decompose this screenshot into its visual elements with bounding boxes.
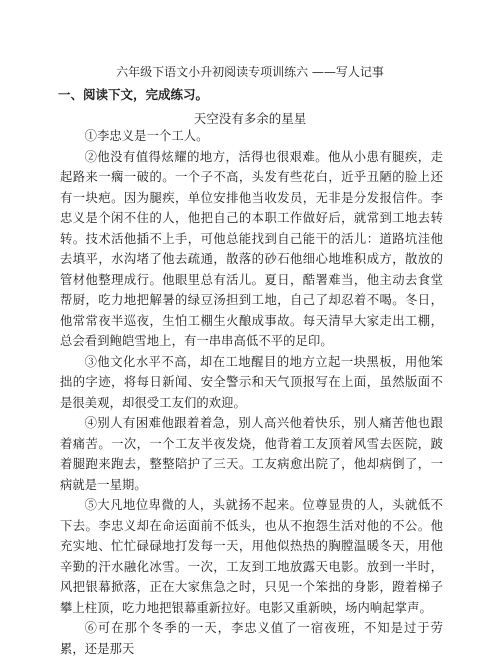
paragraph-4: ④别人有困难他跟着着急，别人高兴他着快乐，别人痛苦他也跟着痛苦。一次，一个工友半夜发烧，他背着工友顶着风雪去医院，跛着腿跑来跑去，整整陪护了三天。工友病愈出院了，他却病倒了，一病就是一星期。 <box>60 416 443 492</box>
paragraph-3: ③他文化水平不高，却在工地醒目的地方立起一块黑板，用他笨拙的字迹，将每日新闻、安全警示和天气顶报写在上面，虽然版面不是很美观，却很受工友们的欢迎。 <box>60 354 443 410</box>
passage-title: 天空没有多余的星星 <box>193 111 307 126</box>
paragraph-1: ①李忠义是一个工人。 <box>84 129 209 143</box>
passage-body <box>60 126 443 659</box>
paragraph-2: ②他没有值得炫耀的地方，活得也很艰难。他从小患有腿疾，走起路来一瘸一破的。一个子不高，头发有些花白，近乎丑陋的脸上还有一块疤。因为腿疾，单位安排他当收发员，无非是分发报信件。李忠义是个闲不住的人，他把自己的本职工作做好后，就常到工地去转转。技术活他插不上手，可他总能找到自己能干的活儿：道路坑洼他去填平，水沟堵了他去疏通，散落的砂石他细心地堆积成方，散放的管材他整理成行。他眼里总有活儿。夏日，酷署难当，他主动去食堂帮厨，吃力地把解暑的绿豆汤担到工地，自己了却忍着不喝。冬日，他常常夜半巡夜，生怕工棚生火酿成事故。每天清早大家走出工棚，总会看到鲍皑雪地上，有一串串高低不平的足印。 <box>60 149 443 348</box>
section-heading: 一、阅读下文，完成练习。 <box>58 87 209 102</box>
document-title: 六年级下语文小升初阅读专项训练六 ——写人记事 <box>116 65 384 79</box>
paragraph-6: ⑥可在那个冬季的一天，李忠义值了一宿夜班，不知是过于劳累，还是那天 <box>60 621 443 656</box>
paragraph-5: ⑤大凡地位卑微的人，头就扬不起来。位尊显贵的人，头就低不下去。李忠义却在命运面前不低头，也从不抱怨生活对他的不公。他充实地、忙忙碌碌地打发每一天，用他似热热的胸膛温暖冬天，用他辛勤的汗水融化冰雪。一次，工友到工地放露天电影。放到一半时，风把银幕掀落，正在大家焦急之时，只见一个笨拙的身影，蹬着梯子攀上柱顶，吃力地把银幕重新拉好。电影又重新映，场内响起掌声。 <box>60 498 443 615</box>
